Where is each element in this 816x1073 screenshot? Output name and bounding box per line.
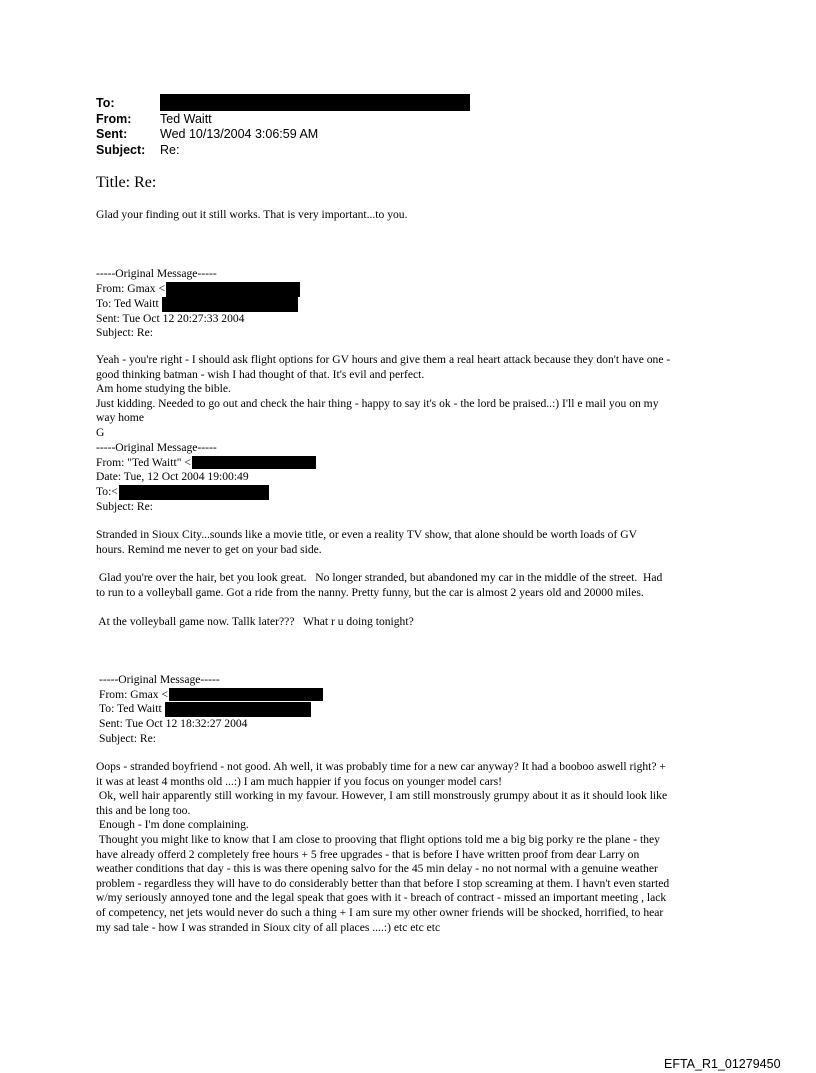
redaction-bar xyxy=(160,94,470,111)
body-line: hours. Remind me never to get on your bad side. xyxy=(96,542,322,556)
message-sent: Sent: Tue Oct 12 18:32:27 2004 xyxy=(99,717,248,731)
from-value: Ted Waitt xyxy=(160,111,212,126)
body-line: Yeah - you're right - I should ask flight options for GV hours and give them a real heart attack because they don't have one - xyxy=(96,353,671,366)
message-2-para-2 xyxy=(96,571,662,600)
body-line: Ok, well hair apparently still working in my favour. However, I am still monstrously grumpy about it as it should look like xyxy=(96,789,668,803)
body-line: weather conditions that day - this is was there opening salvo for the 45 min delay - no not normal with a genuine weather xyxy=(96,862,658,876)
message-divider: -----Original Message----- xyxy=(99,673,220,686)
body-line: problem - regardless they will have to do considerably better than that before I stop screaming at them. I havn't even started xyxy=(96,876,670,890)
to-value xyxy=(160,96,470,112)
redaction-bar xyxy=(166,282,300,297)
message-divider: -----Original Message----- xyxy=(96,441,217,454)
body-line: Just kidding. Needed to go out and check the hair thing - happy to say it's ok - the lord be praised..:) I'll e mail you on my xyxy=(96,396,659,410)
message-1-body xyxy=(96,353,670,441)
message-2-para-3: At the volleyball game now. Tallk later??? What r u doing tonight? xyxy=(96,615,414,628)
reply-text: Glad your finding out it still works. That is very important...to you. xyxy=(96,208,408,221)
message-to: To: Ted Waitt xyxy=(96,297,300,312)
redaction-bar xyxy=(165,702,311,717)
message-from: From: Gmax < xyxy=(99,688,323,703)
body-line: Glad you're over the hair, bet you look great. No longer stranded, but abandoned my car in the middle of the street. Had xyxy=(96,571,663,584)
message-subject: Subject: Re: xyxy=(99,731,156,745)
body-line: G xyxy=(96,425,105,439)
message-divider: -----Original Message----- xyxy=(96,267,217,280)
body-line: Am home studying the bible. xyxy=(96,382,231,396)
body-line: good thinking batman - wish I had thought of that. It's evil and perfect. xyxy=(96,367,425,381)
message-to: To:< xyxy=(96,485,316,500)
body-line: my sad tale - how I was stranded in Sioux city of all places ....:) etc etc etc xyxy=(96,920,441,934)
message-subject: Subject: Re: xyxy=(96,499,153,513)
original-message-1 xyxy=(96,267,300,341)
redaction-bar xyxy=(192,456,316,469)
redaction-bar xyxy=(169,688,323,701)
message-from: From: "Ted Waitt" < xyxy=(96,456,316,471)
subject-value: Re: xyxy=(160,142,180,157)
to-label: To: xyxy=(96,96,115,110)
body-line: have already offerd 2 completely free hours + 5 free upgrades - that is before I have written proof from dear Larry on xyxy=(96,847,640,861)
sent-value: Wed 10/13/2004 3:06:59 AM xyxy=(160,127,319,141)
from-row xyxy=(96,112,470,128)
redaction-bar xyxy=(162,297,298,312)
message-3-body xyxy=(96,760,669,935)
body-line: of competency, net jets would never do such a thing + I am sure my other owner friends will be shocked, horrified, to hear xyxy=(96,905,664,919)
body-line: w/my seriously annoyed tone and the legal speak that goes with it - breach of contract - missed an important meeting , lack xyxy=(96,891,667,905)
body-line: way home xyxy=(96,411,144,425)
subject-row xyxy=(96,143,470,159)
email-header xyxy=(96,96,470,158)
to-row xyxy=(96,96,470,112)
body-line: to run to a volleyball game. Got a ride from the nanny. Pretty funny, but the car is almost 2 years old and 20000 miles. xyxy=(96,585,644,599)
body-line: Stranded in Sioux City...sounds like a movie title, or even a reality TV show, that alone should be worth loads of GV xyxy=(96,528,637,541)
original-message-2 xyxy=(96,441,316,514)
body-line: this and be long too. xyxy=(96,803,191,817)
body-line: Enough - I'm done complaining. xyxy=(96,818,249,832)
message-subject: Subject: Re: xyxy=(96,326,153,340)
original-message-3 xyxy=(99,673,323,746)
message-to: To: Ted Waitt xyxy=(99,702,323,717)
sent-label: Sent: xyxy=(96,127,128,141)
from-label: From: xyxy=(96,111,132,126)
redaction-bar xyxy=(119,485,269,500)
sent-row xyxy=(96,127,470,143)
email-title: Title: Re: xyxy=(96,174,157,191)
subject-label: Subject: xyxy=(96,142,146,157)
message-date: Date: Tue, 12 Oct 2004 19:00:49 xyxy=(96,470,249,484)
message-from: From: Gmax < xyxy=(96,282,300,297)
body-line: it was at least 4 months old ...:) I am much happier if you focus on younger model cars! xyxy=(96,774,503,788)
body-line: Oops - stranded boyfriend - not good. Ah well, it was probably time for a new car anyway? It had a booboo aswell right? + xyxy=(96,760,666,773)
message-sent: Sent: Tue Oct 12 20:27:33 2004 xyxy=(96,311,245,325)
document-id: EFTA_R1_01279450 xyxy=(664,1057,781,1071)
message-2-para-1 xyxy=(96,528,637,557)
body-line: Thought you might like to know that I am close to prooving that flight options told me a big big porky re the plane - they xyxy=(96,832,660,846)
